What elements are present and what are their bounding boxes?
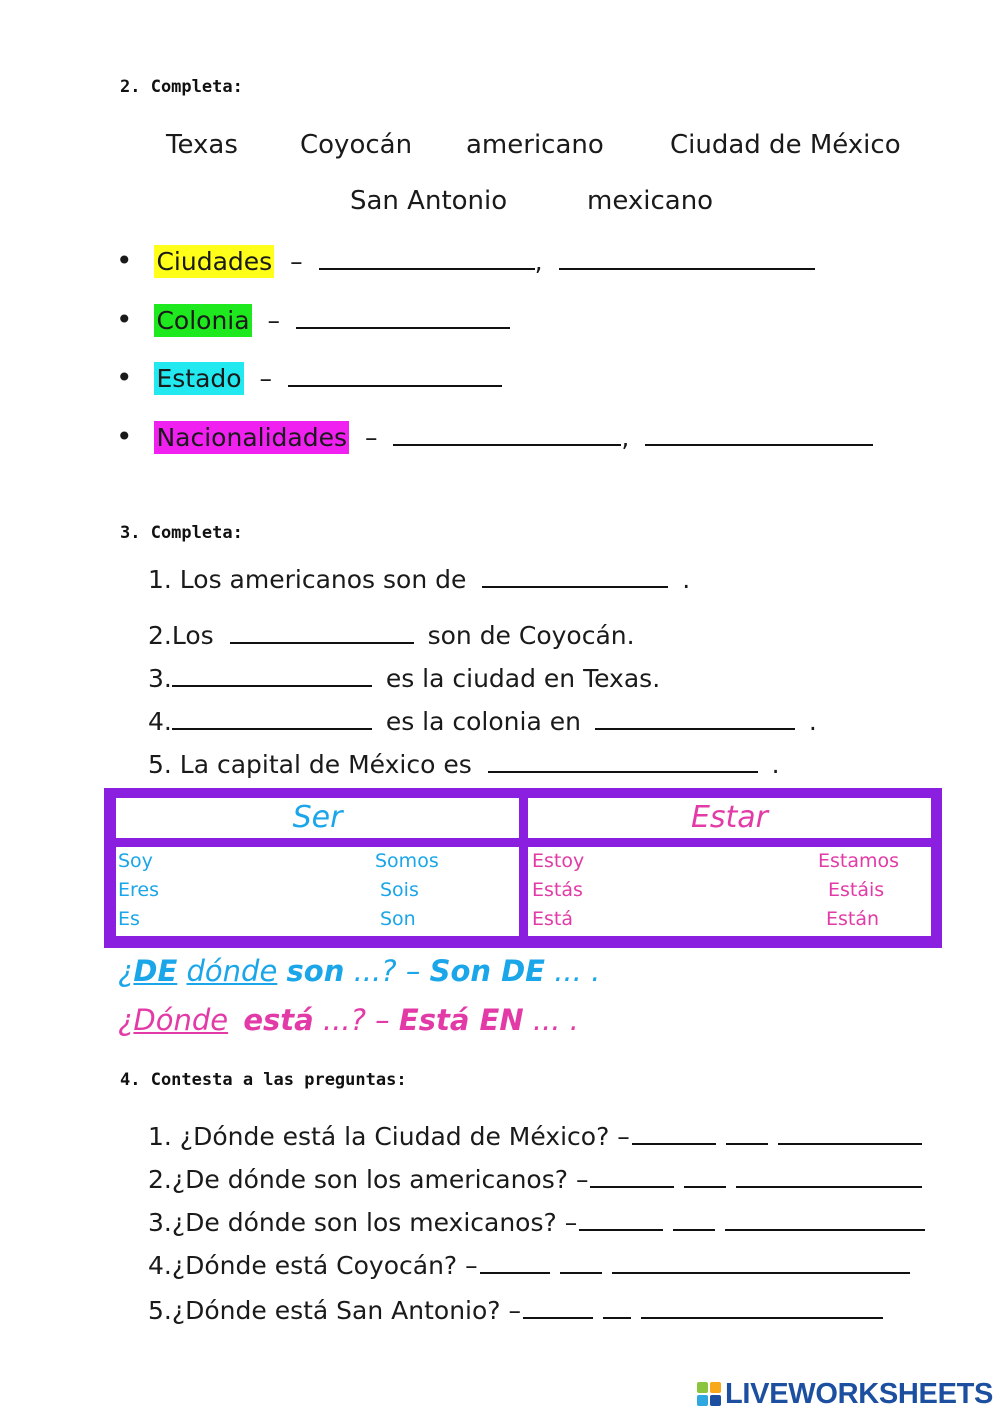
- blank-input-s3[interactable]: [172, 661, 372, 687]
- rule-ser-open: ¿: [118, 954, 134, 988]
- blank-input-s4-1[interactable]: [172, 704, 372, 730]
- section-3-header: 3. Completa:: [120, 523, 243, 543]
- word-bank-mexicano: mexicano: [587, 186, 714, 216]
- comma: ,: [621, 423, 630, 452]
- estar-form-estan: Están: [826, 908, 880, 930]
- question-4: [148, 1248, 910, 1280]
- liveworksheets-logo: [697, 1377, 993, 1411]
- word-bank-san-antonio: San Antonio: [350, 186, 508, 216]
- sentence-1: [148, 562, 690, 594]
- period: .: [771, 750, 780, 779]
- dash: –: [364, 423, 378, 452]
- dash: –: [290, 247, 303, 276]
- ser-form-eres: Eres: [118, 879, 159, 901]
- bullet-icon: •: [116, 361, 133, 394]
- dash: –: [259, 364, 273, 393]
- ser-title: Ser: [292, 800, 343, 835]
- word-bank-coyocan: Coyocán: [300, 130, 413, 160]
- rule-estar-verb: está: [243, 1003, 314, 1037]
- sentence-4-mid: es la colonia en: [385, 707, 581, 736]
- question-5-text: 5.¿Dónde está San Antonio? –: [148, 1296, 522, 1325]
- blank-input-q5-1[interactable]: [523, 1293, 593, 1319]
- blank-input-q4-1[interactable]: [480, 1248, 550, 1274]
- question-1-text: 1. ¿Dónde está la Ciudad de México? –: [148, 1122, 630, 1151]
- ser-forms-cell: [116, 847, 519, 936]
- rule-ser-donde: dónde: [186, 954, 278, 988]
- sentence-4: [148, 704, 817, 736]
- estar-form-esta: Está: [532, 908, 573, 930]
- estar-form-estamos: Estamos: [818, 850, 900, 872]
- bullet-icon: •: [116, 420, 133, 453]
- sentence-3: [148, 661, 660, 693]
- sentence-2: [148, 618, 635, 650]
- label-colonia: Colonia: [156, 306, 250, 335]
- rule-ser: [118, 954, 600, 988]
- ser-form-son: Son: [380, 908, 416, 930]
- ser-form-es: Es: [118, 908, 140, 930]
- period: .: [808, 707, 817, 736]
- rule-ser-answer: Son DE: [429, 954, 545, 988]
- blank-input-q3-3[interactable]: [725, 1205, 925, 1231]
- sentence-2-start: 2.Los: [148, 621, 214, 650]
- estar-form-estas: Estás: [532, 879, 583, 901]
- blank-input-s2[interactable]: [230, 618, 414, 644]
- section-2-header: 2. Completa:: [120, 77, 243, 97]
- ser-form-soy: Soy: [118, 850, 153, 872]
- blank-input-q1-2[interactable]: [726, 1119, 768, 1145]
- sentence-5: [148, 747, 780, 779]
- estar-form-estoy: Estoy: [532, 850, 585, 872]
- rule-ser-answer-rest: ... .: [554, 954, 601, 988]
- question-4-text: 4.¿Dónde está Coyocán? –: [148, 1251, 478, 1280]
- rule-estar-rest: ...? –: [322, 1003, 390, 1037]
- question-5: [148, 1293, 883, 1325]
- sentence-5-text: 5. La capital de México es: [148, 750, 472, 779]
- sentence-1-text: 1. Los americanos son de: [148, 565, 467, 594]
- bullet-icon: •: [116, 303, 133, 336]
- blank-input-q1-3[interactable]: [778, 1119, 922, 1145]
- blank-input-q5-3[interactable]: [641, 1293, 883, 1319]
- rule-estar-open: ¿: [118, 1003, 134, 1037]
- sentence-3-end: es la ciudad en Texas.: [385, 664, 661, 693]
- sentence-3-start: 3.: [148, 664, 172, 693]
- logo-grid-icon: [697, 1382, 721, 1406]
- dash: –: [267, 306, 281, 335]
- blank-input-s5[interactable]: [488, 747, 758, 773]
- blank-input-ciudades-2[interactable]: [559, 244, 815, 270]
- estar-forms-cell: [528, 847, 931, 936]
- ser-form-somos: Somos: [375, 850, 439, 872]
- sentence-4-start: 4.: [148, 707, 172, 736]
- blank-input-nacionalidades-1[interactable]: [393, 420, 621, 446]
- bullet-icon: •: [116, 244, 133, 277]
- blank-input-ciudades-1[interactable]: [319, 244, 535, 270]
- word-bank-texas: Texas: [166, 130, 238, 160]
- question-3-text: 3.¿De dónde son los mexicanos? –: [148, 1208, 578, 1237]
- section-4-header: 4. Contesta a las preguntas:: [120, 1070, 407, 1090]
- label-ciudades: Ciudades: [156, 247, 273, 276]
- label-estado: Estado: [156, 364, 242, 393]
- blank-input-q3-1[interactable]: [579, 1205, 663, 1231]
- list-item-ciudades: [116, 244, 815, 276]
- question-3: [148, 1205, 925, 1237]
- ser-form-sois: Sois: [380, 879, 419, 901]
- blank-input-q1-1[interactable]: [632, 1119, 716, 1145]
- rule-estar-donde: Dónde: [133, 1003, 229, 1037]
- question-2-text: 2.¿De dónde son los americanos? –: [148, 1165, 589, 1194]
- question-2: [148, 1162, 922, 1194]
- ser-header-cell: [116, 798, 519, 838]
- rule-ser-verb: son: [286, 954, 345, 988]
- rule-estar-answer-rest: ... .: [532, 1003, 579, 1037]
- period: .: [682, 565, 691, 594]
- list-item-estado: [116, 361, 502, 393]
- word-bank-americano: americano: [466, 130, 604, 160]
- rule-ser-rest: ...? –: [353, 954, 421, 988]
- label-nacionalidades: Nacionalidades: [156, 423, 347, 452]
- sentence-2-end: son de Coyocán.: [427, 621, 635, 650]
- estar-header-cell: [528, 798, 931, 838]
- logo-text: LIVEWORKSHEETS: [725, 1377, 994, 1410]
- blank-input-q2-3[interactable]: [736, 1162, 922, 1188]
- blank-input-colonia[interactable]: [296, 303, 510, 329]
- blank-input-q3-2[interactable]: [673, 1205, 715, 1231]
- rule-estar-answer: Está EN: [398, 1003, 524, 1037]
- list-item-nacionalidades: [116, 420, 873, 452]
- blank-input-s1[interactable]: [482, 562, 668, 588]
- comma: ,: [534, 247, 543, 276]
- blank-input-q4-3[interactable]: [612, 1248, 910, 1274]
- blank-input-q2-2[interactable]: [684, 1162, 726, 1188]
- conjugation-table: [104, 788, 942, 948]
- rule-estar: [118, 1003, 579, 1037]
- estar-form-estais: Estáis: [828, 879, 885, 901]
- blank-input-s4-2[interactable]: [595, 704, 795, 730]
- blank-input-q5-2[interactable]: [603, 1293, 631, 1319]
- blank-input-q4-2[interactable]: [560, 1248, 602, 1274]
- estar-title: Estar: [690, 800, 769, 835]
- blank-input-estado[interactable]: [288, 361, 502, 387]
- list-item-colonia: [116, 303, 510, 335]
- question-1: [148, 1119, 922, 1151]
- blank-input-nacionalidades-2[interactable]: [645, 420, 873, 446]
- rule-ser-de: DE: [133, 954, 178, 988]
- word-bank-ciudad-de-mexico: Ciudad de México: [670, 130, 901, 160]
- blank-input-q2-1[interactable]: [590, 1162, 674, 1188]
